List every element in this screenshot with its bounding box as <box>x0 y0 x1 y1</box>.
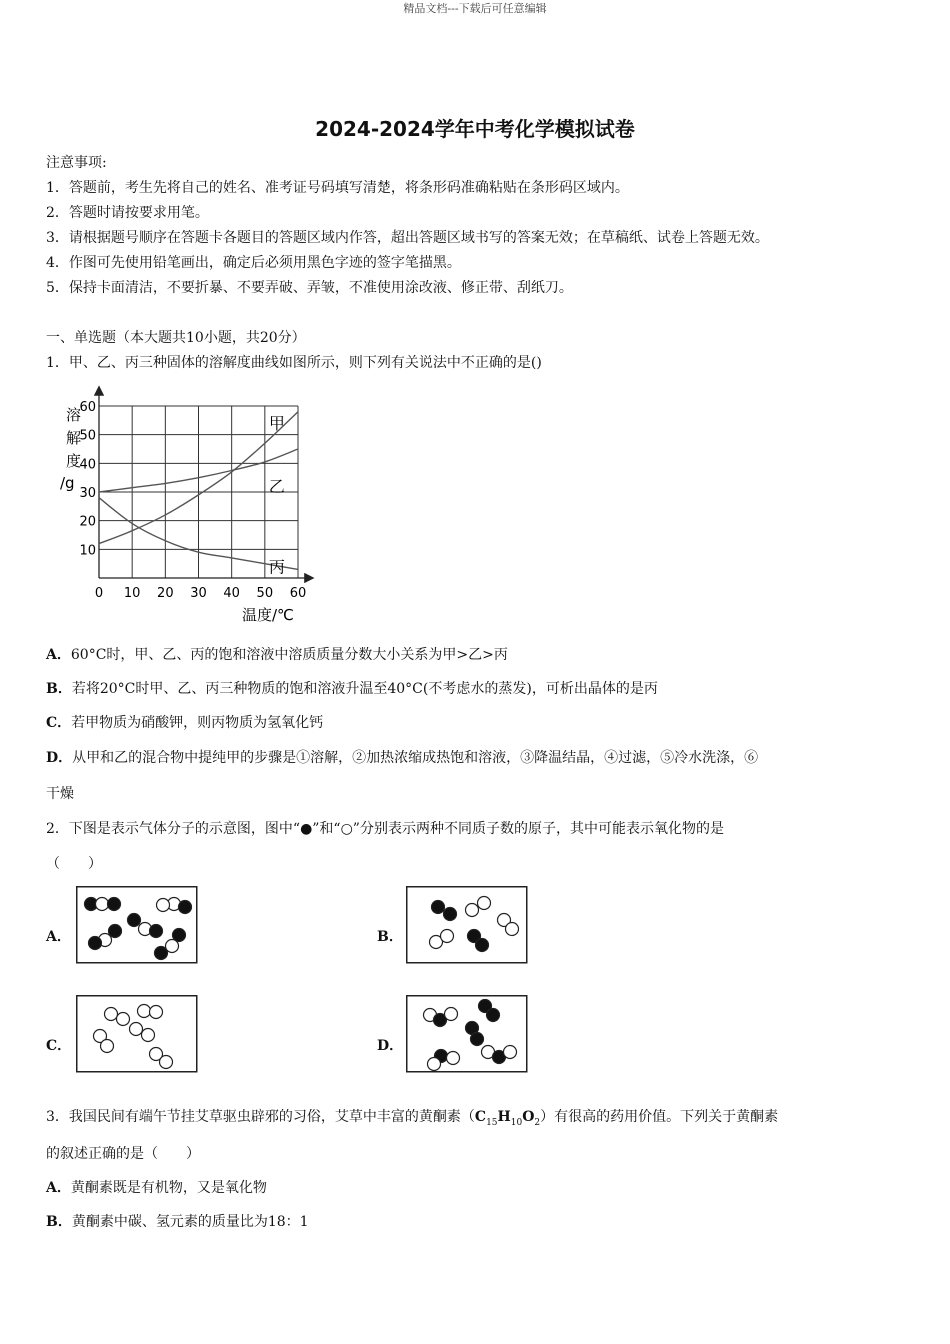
molecule-box-d[interactable] <box>406 995 528 1073</box>
option-text: 从甲和乙的混合物中提纯甲的步骤是①溶解，②加热浓缩成热饱和溶液，③降温结晶，④过滤，⑤冷水洗涤，⑥ <box>72 750 759 766</box>
white-atom <box>138 1005 151 1018</box>
white-atom <box>160 1056 173 1069</box>
q3-stem-pre: 3．我国民间有端午节挂艾草驱虫辟邪的习俗，艾草中丰富的黄酮素（ <box>46 1109 475 1125</box>
y-tick-label: 40 <box>79 457 96 473</box>
question-1-stem: 1．甲、乙、丙三种固体的溶解度曲线如图所示，则下列有关说法中不正确的是() <box>46 355 542 371</box>
option-label: C． <box>46 715 72 731</box>
q2-option-b-label[interactable]: B． <box>377 929 403 945</box>
x-tick-label: 30 <box>190 586 207 601</box>
x-axis-label: 温度/℃ <box>242 606 294 624</box>
molecule-box-a[interactable] <box>76 886 198 964</box>
q1-option-d[interactable] <box>46 747 758 767</box>
notice-item: 3．请根据题号顺序在答题卡各题目的答题区域内作答，超出答题区域书写的答案无效；在草稿纸、试卷上答题无效。 <box>46 230 769 246</box>
q1-option-b[interactable] <box>46 678 658 698</box>
option-label: D． <box>46 750 73 766</box>
q1-option-d-continued: 干燥 <box>46 786 74 802</box>
x-tick-label: 60 <box>289 586 307 601</box>
y-tick-label: 30 <box>79 486 96 501</box>
series-label: 乙 <box>268 477 285 497</box>
x-tick-label: 50 <box>256 586 274 601</box>
q1-option-a[interactable] <box>46 644 508 664</box>
solubility-chart <box>52 385 322 625</box>
notice-item: 5．保持卡面清洁，不要折暴、不要弄破、弄皱，不准使用涂改液、修正带、刮纸刀。 <box>46 280 573 296</box>
molecule-box-c[interactable] <box>76 995 198 1073</box>
option-text: 若将20°C时甲、乙、丙三种物质的饱和溶液升温至40°C(不考虑水的蒸发)，可析出晶体的是丙 <box>71 681 658 697</box>
black-atom <box>471 1033 484 1046</box>
q3-option-b[interactable] <box>46 1211 309 1231</box>
series-label: 甲 <box>268 414 285 434</box>
question-3-stem-continued: 的叙述正确的是（ ） <box>46 1146 200 1162</box>
white-atom <box>504 1046 517 1059</box>
white-atom <box>506 923 519 936</box>
white-atom <box>130 1023 143 1036</box>
white-atom <box>105 1008 118 1021</box>
black-atom <box>444 908 457 921</box>
notice-item: 1．答题前，考生先将自己的姓名、准考证号码填写清楚，将条形码准确粘贴在条形码区域内。 <box>46 180 629 196</box>
y-axis-label-char: 解 <box>66 429 82 447</box>
black-atom <box>487 1009 500 1022</box>
question-2-stem: 2．下图是表示气体分子的示意图，图中“●”和“○”分别表示两种不同质子数的原子，其中可能表示氧化物的是 <box>46 821 724 837</box>
y-tick-label: 60 <box>79 400 96 415</box>
y-tick-label: 10 <box>79 543 96 559</box>
formula-h: H <box>497 1109 511 1125</box>
black-atom <box>128 914 141 927</box>
white-atom <box>441 930 454 943</box>
option-label: A． <box>46 647 71 663</box>
page-title: 2024-2024学年中考化学模拟试卷 <box>315 117 635 141</box>
black-atom <box>179 901 192 914</box>
x-tick-label: 40 <box>223 586 240 601</box>
series-label: 丙 <box>268 557 285 577</box>
white-atom <box>142 1029 155 1042</box>
black-atom <box>432 901 445 914</box>
y-axis-label-char: /g <box>60 474 75 492</box>
y-tick-label: 20 <box>79 514 96 530</box>
q3-stem-post: ）有很高的药用价值。下列关于黄酮素 <box>540 1109 779 1125</box>
q2-option-c-label[interactable]: C． <box>46 1038 72 1054</box>
molecule-box-b[interactable] <box>406 886 528 964</box>
option-label: A． <box>46 1180 71 1196</box>
white-atom <box>96 898 109 911</box>
black-atom <box>89 937 102 950</box>
formula-c-sub: 15 <box>486 1117 498 1128</box>
black-atom <box>155 947 168 960</box>
formula-o: O <box>522 1109 535 1125</box>
notice-item: 4．作图可先使用铅笔画出，确定后必须用黑色字迹的签字笔描黑。 <box>46 255 461 271</box>
white-atom <box>157 899 170 912</box>
option-label: B． <box>46 1214 72 1230</box>
black-atom <box>108 898 121 911</box>
white-atom <box>150 1006 163 1019</box>
y-axis-label-char: 度 <box>66 452 82 470</box>
white-atom <box>466 904 479 917</box>
option-label: B． <box>46 681 72 697</box>
white-atom <box>428 1058 441 1071</box>
notice-heading: 注意事项: <box>46 155 107 171</box>
white-atom <box>478 897 491 910</box>
x-tick-label: 10 <box>123 586 141 601</box>
black-atom <box>476 939 489 952</box>
formula-c: C <box>474 1109 487 1125</box>
formula-o-sub: 2 <box>534 1117 541 1128</box>
option-text: 黄酮素既是有机物，又是氧化物 <box>70 1180 267 1196</box>
white-atom <box>447 1052 460 1065</box>
white-atom <box>445 1008 458 1021</box>
formula-h-sub: 10 <box>510 1117 523 1128</box>
watermark: 精品文档---下载后可任意编辑 <box>403 2 547 15</box>
option-text: 黄酮素中碳、氢元素的质量比为18：1 <box>71 1214 309 1230</box>
x-tick-label: 0 <box>94 586 104 601</box>
q2-option-a-label[interactable]: A． <box>46 929 71 945</box>
y-axis-label-char: 溶 <box>66 406 82 424</box>
white-atom <box>101 1040 114 1053</box>
y-tick-label: 50 <box>79 428 96 444</box>
question-3-stem <box>46 1106 778 1128</box>
option-text: 若甲物质为硝酸钾，则丙物质为氢氧化钙 <box>71 715 324 731</box>
q1-option-c[interactable] <box>46 712 323 732</box>
section-heading: 一、单选题（本大题共10小题，共20分） <box>46 330 306 346</box>
option-text: 60°C时，甲、乙、丙的饱和溶液中溶质质量分数大小关系为甲>乙>丙 <box>70 647 508 663</box>
black-atom <box>150 925 163 938</box>
q3-option-a[interactable] <box>46 1177 267 1197</box>
question-2-stem-continued: （ ） <box>46 856 102 872</box>
q2-option-d-label[interactable]: D． <box>377 1038 404 1054</box>
x-tick-label: 20 <box>157 586 174 601</box>
notice-item: 2．答题时请按要求用笔。 <box>46 205 209 221</box>
white-atom <box>117 1013 130 1026</box>
